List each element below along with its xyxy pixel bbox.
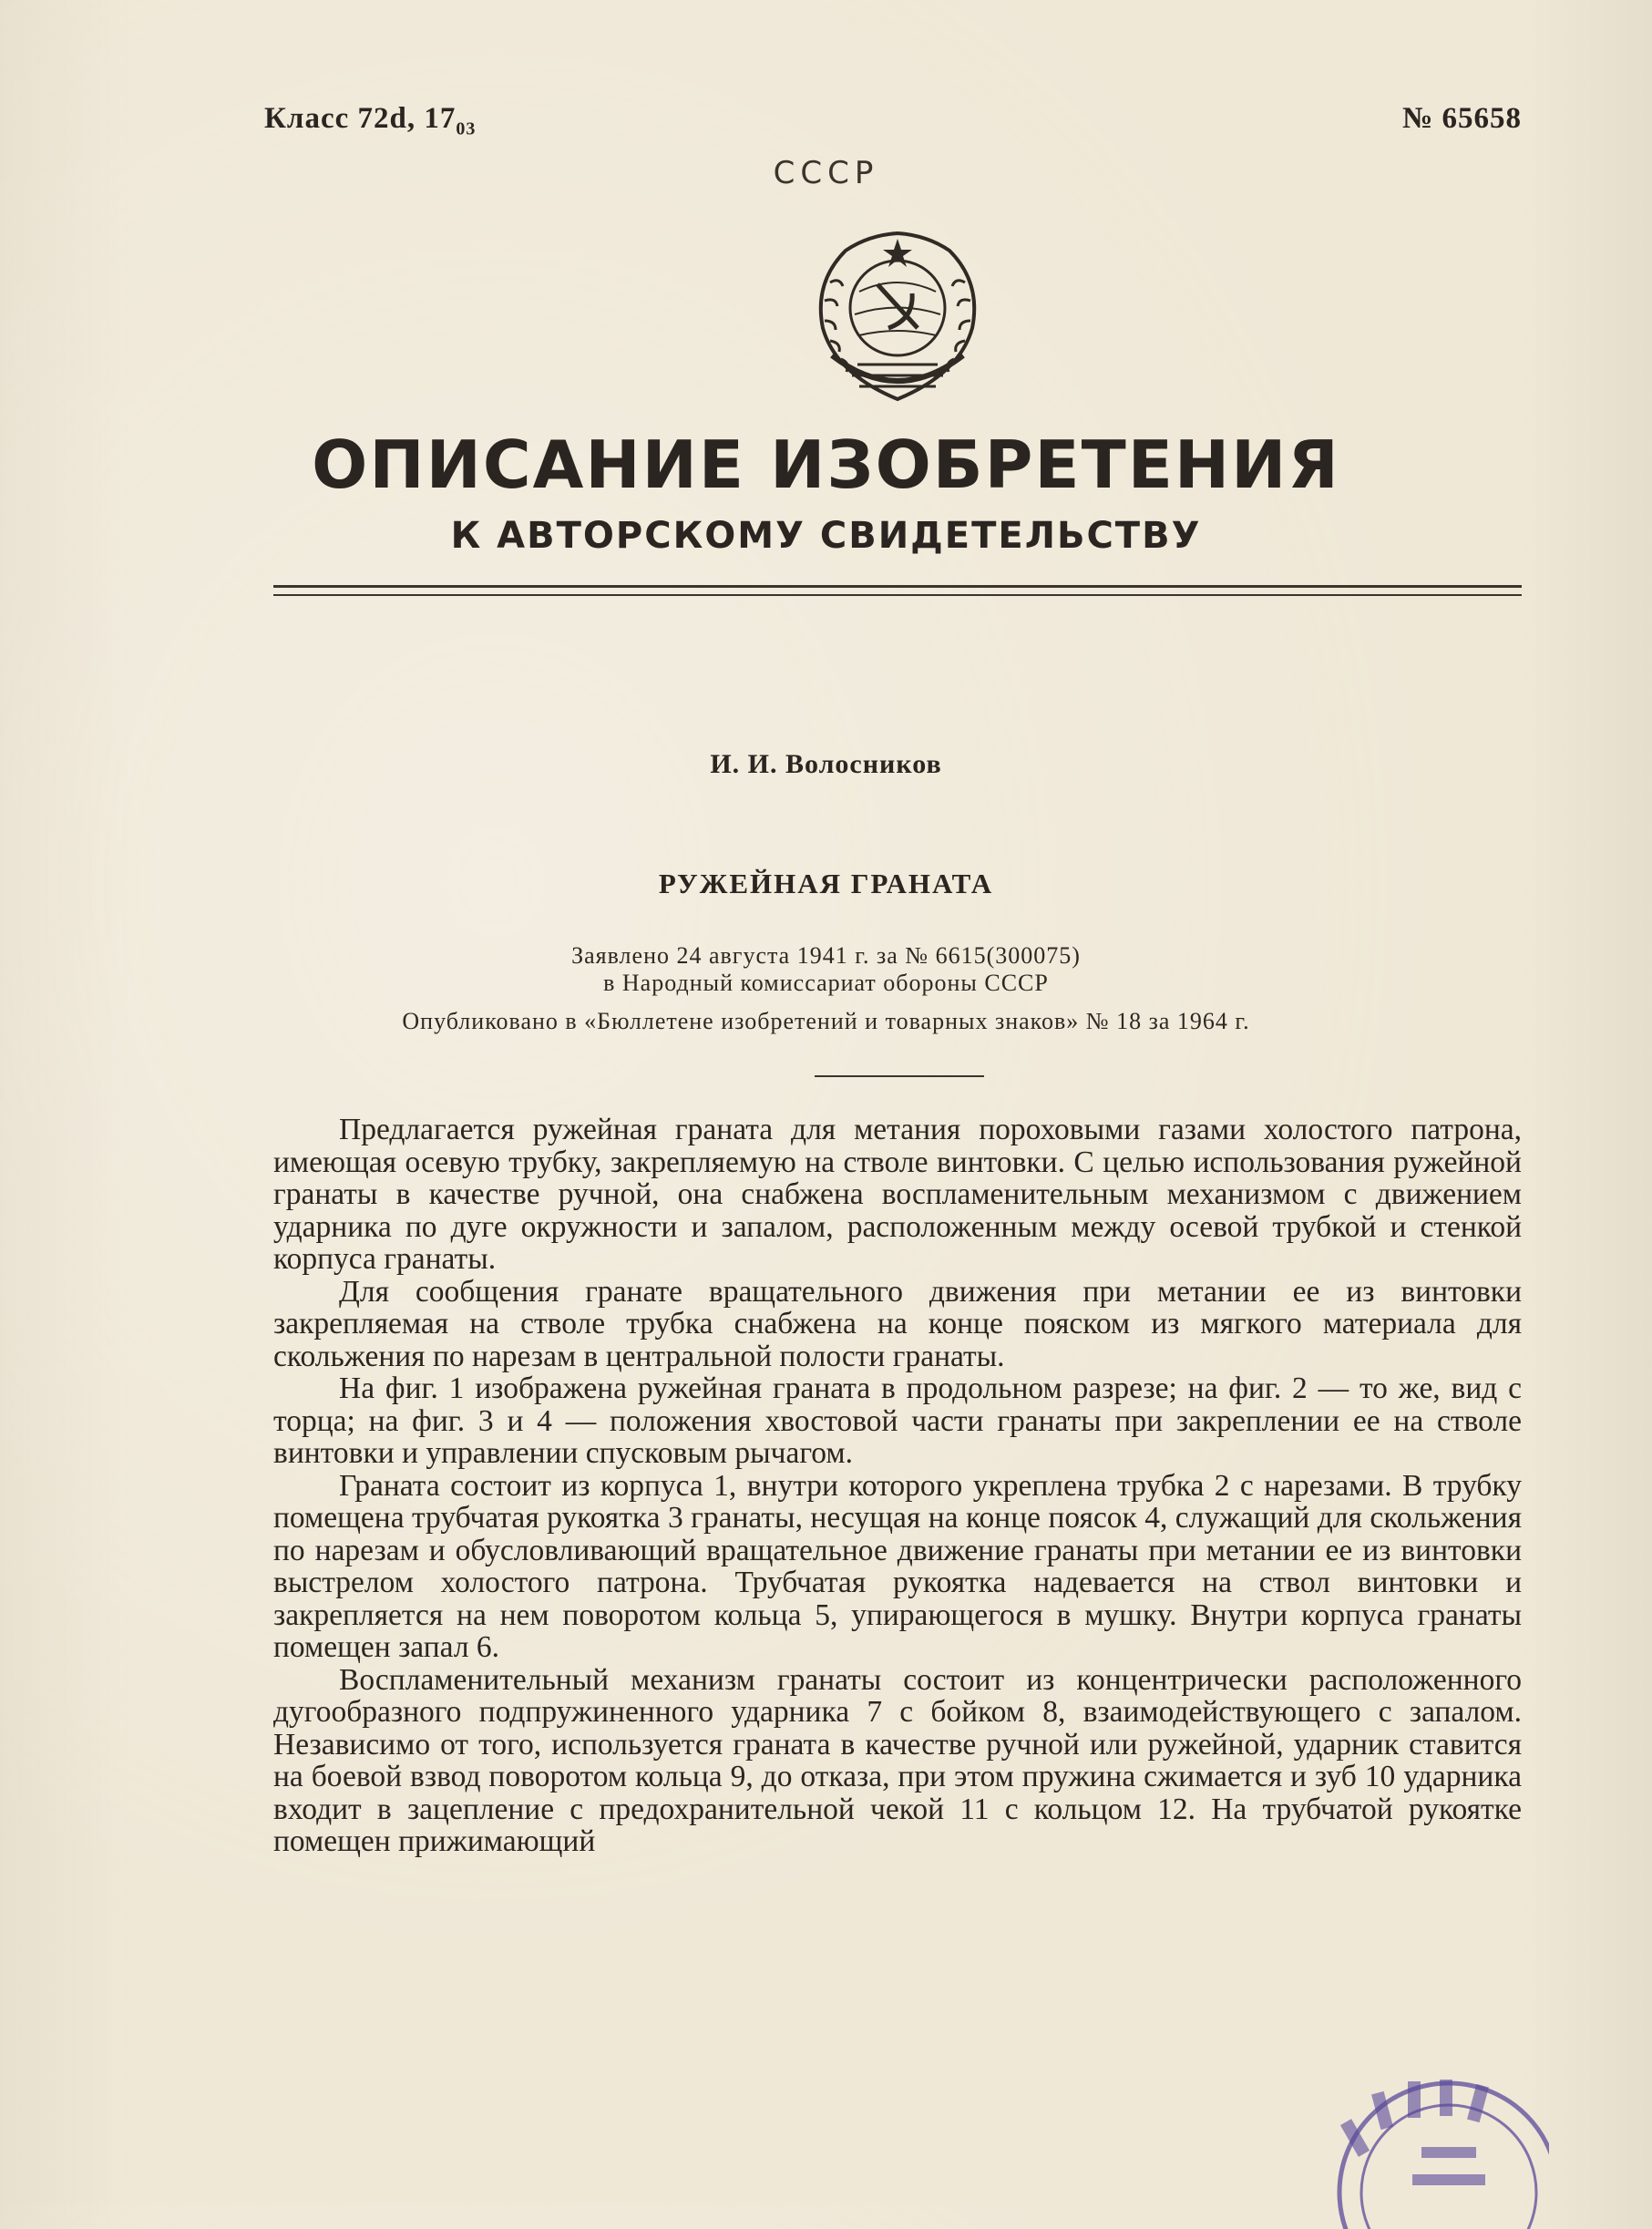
class-subscript: 03: [456, 118, 477, 139]
paragraph-2: Для сообщения гранате вращательного движения при метании ее из винтовки закрепляемая на стволе трубка снабжена на конце пояском из мягкого материала для скольжения по нарезам в центральной полости гранаты.: [273, 1274, 1522, 1373]
patent-number: № 65658: [1402, 102, 1522, 135]
description-body: [273, 1114, 1522, 1858]
state-emblem-icon: [805, 228, 990, 405]
filing-office: в Народный комиссариат обороны СССР: [603, 970, 1049, 996]
paragraph-3: На фиг. 1 изображена ружейная граната в продольном разрезе; на фиг. 2 — то же, вид с торца; на фиг. 3 и 4 — положения хвостовой части гранаты при закреплении ее на стволе винтовки и управлении спусковым рычагом.: [273, 1371, 1522, 1470]
title-rule-top: [273, 585, 1522, 588]
document-subtitle: К АВТОРСКОМУ СВИДЕТЕЛЬСТВУ: [450, 515, 1202, 557]
filing-date: Заявлено 24 августа 1941 г. за № 6615(300075): [571, 942, 1081, 969]
document-title: ОПИСАНИЕ ИЗОБРЕТЕНИЯ: [312, 426, 1340, 503]
country-label: СССР: [773, 155, 879, 191]
invention-title: РУЖЕЙНАЯ ГРАНАТА: [658, 868, 994, 899]
publication-info: Опубликовано в «Бюллетене изобретений и товарных знаков» № 18 за 1964 г.: [402, 1008, 1250, 1034]
paragraph-5: Воспламенительный механизм гранаты состоит из концентрически расположенного дугообразного подпружиненного ударника 7 с бойком 8, взаимодействующего с запалом. Независимо от того, используется граната в качестве ручной или ружейной, ударник ставится на боевой взвод поворотом кольца 9, до отказа, при этом пружина сжимается и зуб 10 ударника входит в зацепление с предохранительной чекой 11 с кольцом 12. На трубчатой рукоятке помещен прижимающий: [273, 1662, 1522, 1858]
paragraph-1: Предлагается ружейная граната для метания пороховыми газами холостого патрона, имеющая осевую трубку, закрепляемую на стволе винтовки. С целью использования ружейной гранаты в качестве ручной, она снабжена воспламенительным механизмом с движением ударника по дуге окружности и запалом, расположенным между осевой трубкой и стенкой корпуса гранаты.: [273, 1113, 1522, 1276]
class-label: Класс 72d, $17_{03}$: [264, 102, 477, 139]
paragraph-4: Граната состоит из корпуса 1, внутри которого укреплена трубка 2 с нарезами. В трубку помещена трубчатая рукоятка 3 гранаты, несущая на конце поясок 4, служащий для скольжения по нарезам и обусловливающий вращательное движение гранаты при метании ее из винтовки выстрелом холостого патрона. Трубчатая рукоятка надевается на ствол винтовки и закрепляется на нем поворотом кольца 5, упирающегося в мушку. Внутри корпуса гранаты помещен запал 6.: [273, 1468, 1522, 1664]
title-rule-bottom: [273, 594, 1522, 596]
author-name: И. И. Волосников: [710, 749, 942, 779]
section-divider: [815, 1075, 984, 1077]
